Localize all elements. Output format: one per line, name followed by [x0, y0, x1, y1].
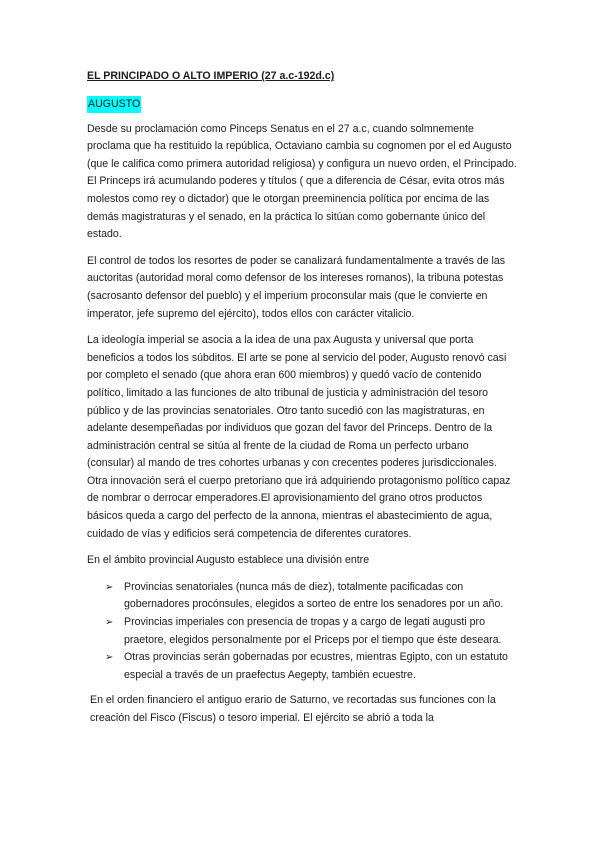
list-item-text: Otras provincias serán gobernadas por ecustres, mientras Egipto, con un estatuto especial a través de un praefectus Aegepty, también ecuestre.	[124, 651, 508, 681]
paragraph-control-of-power: El control de todos los resortes de poder se canalizará fundamentalmente a través de las auctoritas (autoridad moral como defensor de los intereses romanos), la tribuna potestas (sacrosanto defensor del pueblo) y el imperium proconsular mais (que le convierte en imperator, jefe supremo del ejército), todos ellos con carácter vitalicio.	[87, 254, 506, 320]
arrow-bullet-icon: ➢	[105, 652, 114, 664]
paragraph-imperial-ideology: La ideología imperial se asocia a la idea de una pax Augusta y universal que porta beneficios a todos los súbditos. El arte se pone al servicio del poder, Augusto renovó casi por completo el senado (que ahora eran 600 miembros) y quedó vacío de contenido político, limitado a las funciones de alto tribunal de justicia y administración del tesoro público y de las provincias senatoriales. Otro tanto sucedió con las magistraturas, en adelante desempeñadas por individuos que gozan del favor del Princeps. Dentro de la administración central se sitúa al frente de la ciudad de Roma un perfecto urbano (consular) al mando de tres cohortes urbanas y con crecentes poderes jurisdiccionales. Otra innovación será el cuerpo pretoriano que irá adquiriendo protagonismo político capaz de nombrar o derrocar emperadores.El aprovisionamiento del grano otros productos básicos queda a cargo del perfecto de la annona, mientras el abastecimiento de agua, cuidado de vías y edificios será competencia de diferentes curatores.	[87, 334, 511, 540]
arrow-bullet-icon: ➢	[105, 581, 114, 593]
paragraph-financial-order: En el orden financiero el antiguo erario de Saturno, ve recortadas sus funciones con la creación del Fisco (Fiscus) o tesoro imperial. El ejército se abrió a toda la	[90, 694, 496, 724]
list-item-text: Provincias imperiales con presencia de tropas y a cargo de legati augusti pro praetore, elegidos personalmente por el Priceps por el tiempo que éste deseara.	[124, 616, 502, 646]
paragraph-provincial-division: En el ámbito provincial Augusto establece una división entre	[87, 554, 370, 567]
list-item	[87, 614, 517, 649]
paragraph-proclamation: Desde su proclamación como Pinceps Senatus en el 27 a.c, cuando solmnemente proclama que ha restituido la república, Octaviano cambia su cognomen por el ed Augusto (que le califica como primera autoridad religiosa) y configura un nuevo orden, el Principado. El Princeps irá acumulando poderes y títulos ( que a diferencia de César, evita otros más molestos como rey o dictador) que le otorgan preeminencia política por encima de las demás magistraturas y el senado, en la práctica lo sitúan como gobernante único del estado.	[87, 122, 517, 241]
section-heading-highlighted: AUGUSTO	[87, 96, 141, 113]
page-title: EL PRINCIPADO O ALTO IMPERIO (27 a.c-192d.c)	[87, 70, 335, 82]
list-item	[87, 649, 517, 684]
list-item-text: Provincias senatoriales (nunca más de diez), totalmente pacificadas con gobernadores procónsules, elegidos a sorteo de entre los senadores por un año.	[124, 580, 504, 611]
arrow-bullet-icon: ➢	[105, 617, 114, 629]
list-item	[87, 579, 517, 614]
provinces-list	[87, 579, 517, 685]
document-body	[87, 68, 517, 728]
